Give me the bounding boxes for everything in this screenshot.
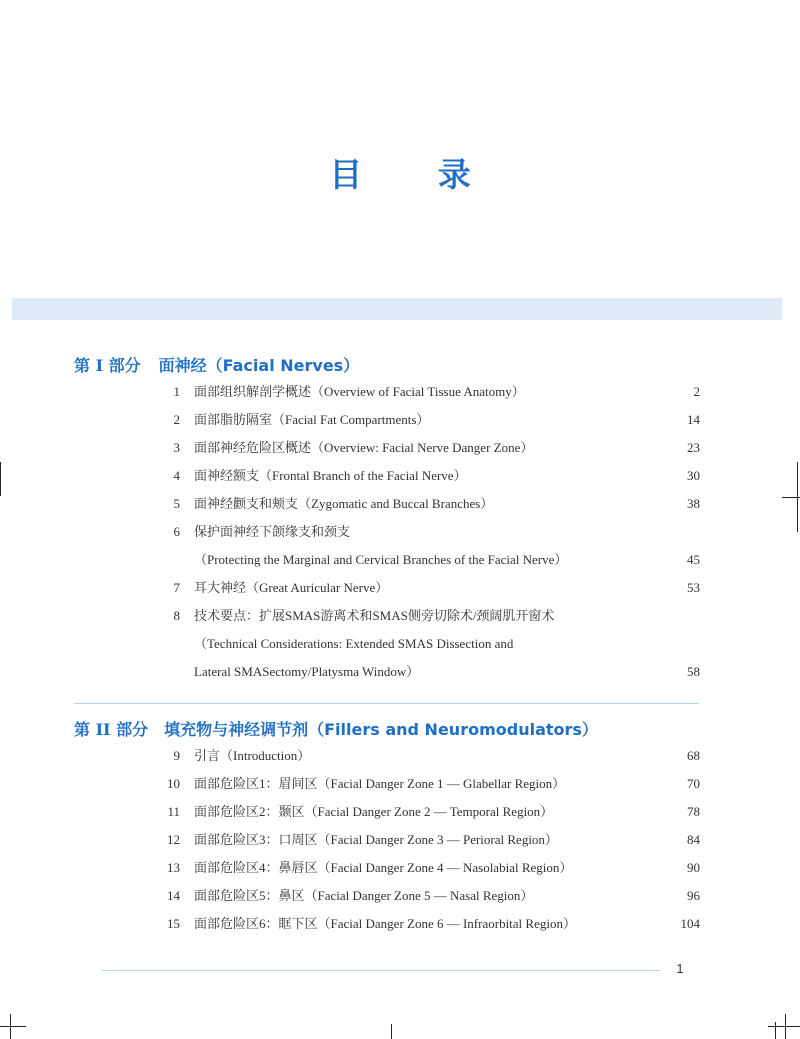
chapter-title: 引言（Introduction）: [194, 748, 311, 763]
page-ref: 53: [687, 580, 700, 595]
toc-entry[interactable]: [160, 914, 700, 934]
toc-entry[interactable]: [160, 606, 700, 626]
chapter-title: 面部危险区1：眉间区（Facial Danger Zone 1 — Glabellar Region）: [194, 776, 566, 791]
toc-entry[interactable]: [160, 830, 700, 850]
chapter-number: 8: [173, 608, 180, 623]
page-ref: 23: [687, 440, 700, 455]
toc-entry[interactable]: [160, 578, 700, 598]
toc-entry[interactable]: [160, 522, 700, 542]
toc-entry[interactable]: [160, 494, 700, 514]
part-label: 第 II 部分: [74, 720, 149, 739]
chapter-number: 9: [173, 748, 180, 763]
page-ref: 30: [687, 468, 700, 483]
page-ref: 78: [687, 804, 700, 819]
page-ref: 45: [687, 552, 700, 567]
toc-entry[interactable]: [160, 802, 700, 822]
chapter-number: 2: [173, 412, 180, 427]
chapter-title: 面部危险区5：鼻区（Facial Danger Zone 5 — Nasal Region）: [194, 888, 534, 903]
chapter-title: 面神经颧支和颊支（Zygomatic and Buccal Branches）: [194, 496, 494, 511]
chapter-title: 面部脂肪隔室（Facial Fat Compartments）: [194, 412, 430, 427]
chapter-title: 技术要点：扩展SMAS游离术和SMAS侧旁切除术/颈阔肌开窗术: [194, 608, 555, 623]
page-ref: 104: [680, 916, 700, 931]
toc-entry[interactable]: [160, 858, 700, 878]
part-heading[interactable]: [74, 718, 598, 742]
crop-mark: [775, 1022, 776, 1039]
part-title: 填充物与神经调节剂（Fillers and Neuromodulators）: [164, 720, 598, 739]
chapter-number: 3: [173, 440, 180, 455]
crop-mark: [0, 462, 1, 496]
footer-rule: [102, 970, 660, 971]
page-ref: 70: [687, 776, 700, 791]
toc-entry[interactable]: [160, 466, 700, 486]
chapter-title: 面部危险区3：口周区（Facial Danger Zone 3 — Perioral Region）: [194, 832, 558, 847]
page-ref: 38: [687, 496, 700, 511]
crop-mark: [782, 497, 800, 498]
chapter-number: 4: [173, 468, 180, 483]
page-ref: 68: [687, 748, 700, 763]
toc-entry[interactable]: [160, 410, 700, 430]
page-ref: 84: [687, 832, 700, 847]
chapter-title: 面神经额支（Frontal Branch of the Facial Nerve）: [194, 468, 467, 483]
chapter-title-continued: （Technical Considerations: Extended SMAS Dissection and: [194, 636, 514, 651]
chapter-number: 15: [167, 916, 180, 931]
chapter-title: 耳大神经（Great Auricular Nerve）: [194, 580, 389, 595]
chapter-title: 面部神经危险区概述（Overview: Facial Nerve Danger Zone）: [194, 440, 534, 455]
chapter-title: 面部组织解剖学概述（Overview of Facial Tissue Anatomy）: [194, 384, 525, 399]
crop-mark: [391, 1024, 392, 1039]
toc-entry[interactable]: [160, 886, 700, 906]
chapter-number: 14: [167, 888, 180, 903]
chapter-title: 面部危险区6：眶下区（Facial Danger Zone 6 — Infraorbital Region）: [194, 916, 576, 931]
chapter-title: 面部危险区2：颞区（Facial Danger Zone 2 — Temporal Region）: [194, 804, 554, 819]
page-ref: 96: [687, 888, 700, 903]
part-heading[interactable]: [74, 354, 359, 378]
chapter-number: 6: [173, 524, 180, 539]
chapter-number: 5: [173, 496, 180, 511]
chapter-title: 面部危险区4：鼻唇区（Facial Danger Zone 4 — Nasolabial Region）: [194, 860, 573, 875]
chapter-title-continued: Lateral SMASectomy/Platysma Window）: [194, 664, 420, 679]
page-title: 目 录: [329, 155, 503, 194]
page-ref: 14: [687, 412, 700, 427]
chapter-number: 10: [167, 776, 180, 791]
section-divider: [74, 703, 699, 704]
page-ref: 58: [687, 664, 700, 679]
chapter-number: 11: [167, 804, 180, 819]
crop-mark: [768, 1026, 800, 1027]
chapter-number: 1: [173, 384, 180, 399]
toc-entry[interactable]: [160, 382, 700, 402]
chapter-title: 保护面神经下颌缘支和颈支: [194, 524, 351, 539]
chapter-number: 13: [167, 860, 180, 875]
header-band: [12, 298, 782, 320]
toc-entry[interactable]: [160, 438, 700, 458]
page-ref: 2: [693, 384, 700, 399]
chapter-title-continued: （Protecting the Marginal and Cervical Branches of the Facial Nerve）: [194, 552, 568, 567]
part-label: 第 I 部分: [74, 356, 141, 375]
chapter-number: 7: [173, 580, 180, 595]
toc-entry[interactable]: [160, 746, 700, 766]
page-ref: 90: [687, 860, 700, 875]
crop-mark: [0, 1026, 26, 1027]
chapter-number: 12: [167, 832, 180, 847]
toc-entry[interactable]: [160, 774, 700, 794]
page-number: 1: [676, 961, 684, 976]
part-title: 面神经（Facial Nerves）: [158, 356, 360, 375]
